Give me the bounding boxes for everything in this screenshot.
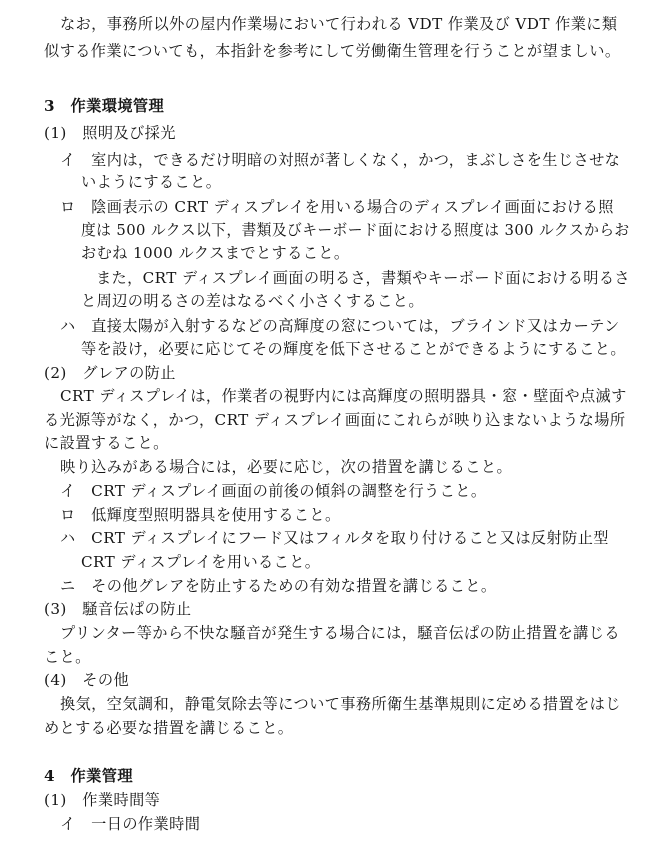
intro-line: なお，事務所以外の屋内作業場において行われる VDT 作業及び VDT 作業に類 [60,15,618,33]
body-line: ロ 低輝度型照明器具を使用すること。 [60,506,341,524]
body-line: る光源等がなく，かつ，CRT ディスプレイ画面にこれらが映り込まないような場所 [44,411,626,429]
section-4-1-heading: (1) 作業時間等 [44,791,161,809]
body-line: CRT ディスプレイは，作業者の視野内には高輝度の照明器具・窓・壁面や点滅す [60,387,627,405]
body-line: 度は 500 ルクス以下，書類及びキーボード面における照度は 300 ルクスからお [81,221,630,239]
body-line: こと。 [44,648,91,666]
body-line: と周辺の明るさの差はなるべく小さくすること。 [81,292,424,310]
section-3-4-heading: (4) その他 [44,671,130,689]
body-line: イ 室内は，できるだけ明暗の対照が著しくなく，かつ，まぶしさを生じさせな [60,151,621,169]
body-line: プリンター等から不快な騒音が発生する場合には，騒音伝ぱの防止措置を講じる [60,624,620,642]
body-line: いようにすること。 [81,173,222,191]
section-4-heading: 4 作業管理 [44,767,133,785]
section-3-2-heading: (2) グレアの防止 [44,364,176,382]
body-line: 換気，空気調和，静電気除去等について事務所衛生基準規則に定める措置をはじ [60,695,621,713]
section-3-3-heading: (3) 騒音伝ぱの防止 [44,600,192,618]
body-line: に設置すること。 [44,434,169,452]
body-line: ハ 直接太陽が入射するなどの高輝度の窓については，ブラインド又はカーテン [60,317,620,335]
body-line: おむね 1000 ルクスまでとすること。 [81,244,350,262]
body-line: CRT ディスプレイを用いること。 [81,553,321,571]
body-line: ニ その他グレアを防止するための有効な措置を講じること。 [60,577,497,595]
intro-line: 似する作業についても，本指針を参考にして労働衛生管理を行うことが望ましい。 [44,42,621,60]
body-line: イ 一日の作業時間 [60,815,201,833]
body-line: めとする必要な措置を講じること。 [44,719,294,737]
body-line: イ CRT ディスプレイ画面の前後の傾斜の調整を行うこと。 [60,482,487,500]
body-line: 映り込みがある場合には，必要に応じ，次の措置を講じること。 [60,458,513,476]
section-3-1-heading: (1) 照明及び採光 [44,124,176,142]
body-line: ハ CRT ディスプレイにフード又はフィルタを取り付けること又は反射防止型 [60,529,609,547]
body-line: また，CRT ディスプレイ画面の明るさ，書類やキーボード面における明るさ [96,269,630,287]
body-line: ロ 陰画表示の CRT ディスプレイを用いる場合のディスプレイ画面における照 [60,198,614,216]
body-line: 等を設け，必要に応じてその輝度を低下させることができるようにすること。 [81,340,626,358]
section-3-heading: 3 作業環境管理 [44,97,165,115]
